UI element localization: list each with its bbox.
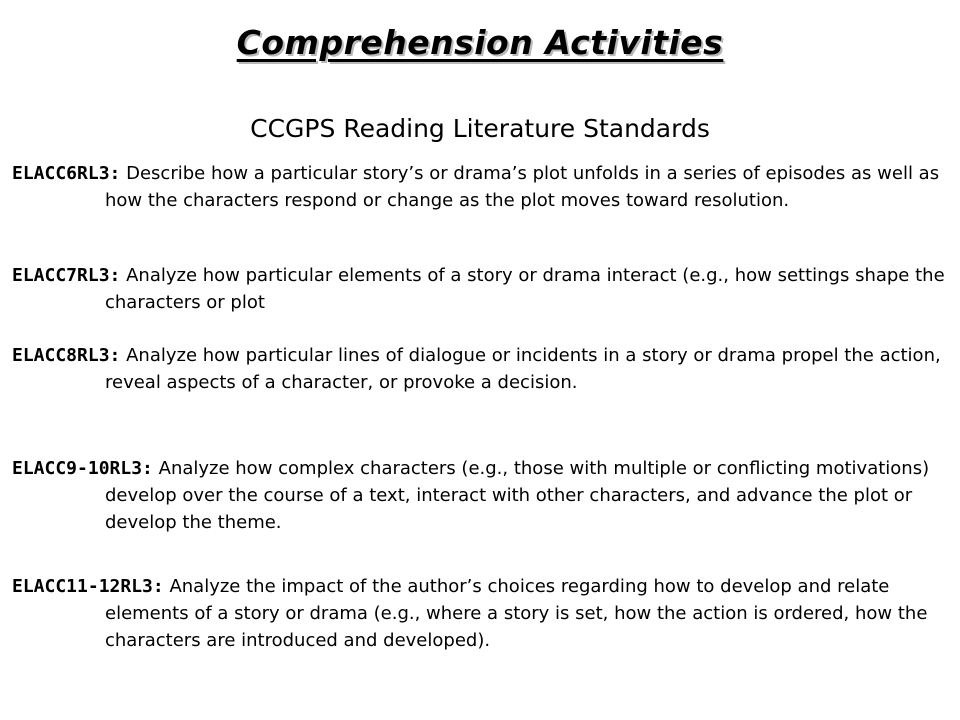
standard-item <box>12 573 947 654</box>
standard-description: Analyze how particular elements of a story or drama interact (e.g., how settings shape the characters or plot <box>105 265 945 313</box>
standard-description: Analyze how complex characters (e.g., those with multiple or conflicting motivations) develop over the course of a text, interact with other characters, and advance the plot or develop the theme. <box>105 458 930 533</box>
standard-code: ELACC9-10RL3: <box>12 458 153 479</box>
standard-item <box>12 342 947 396</box>
standard-code: ELACC7RL3: <box>12 265 121 286</box>
slide-subtitle: CCGPS Reading Literature Standards <box>250 114 710 143</box>
slide-title-text: Comprehension Activities <box>236 23 724 62</box>
standard-code: ELACC8RL3: <box>12 345 121 366</box>
slide-title <box>0 16 960 70</box>
standard-description: Analyze the impact of the author’s choices regarding how to develop and relate elements of a story or drama (e.g., where a story is set, how the action is ordered, how the characters are introduced and developed). <box>105 576 928 651</box>
standard-item <box>12 262 947 316</box>
standard-code: ELACC6RL3: <box>12 163 121 184</box>
standard-item <box>12 160 947 214</box>
standard-description: Analyze how particular lines of dialogue or incidents in a story or drama propel the action, reveal aspects of a character, or provoke a decision. <box>105 345 941 393</box>
standard-description: Describe how a particular story’s or drama’s plot unfolds in a series of episodes as well as how the characters respond or change as the plot moves toward resolution. <box>105 163 940 211</box>
standard-item <box>12 455 947 536</box>
standard-code: ELACC11-12RL3: <box>12 576 164 597</box>
